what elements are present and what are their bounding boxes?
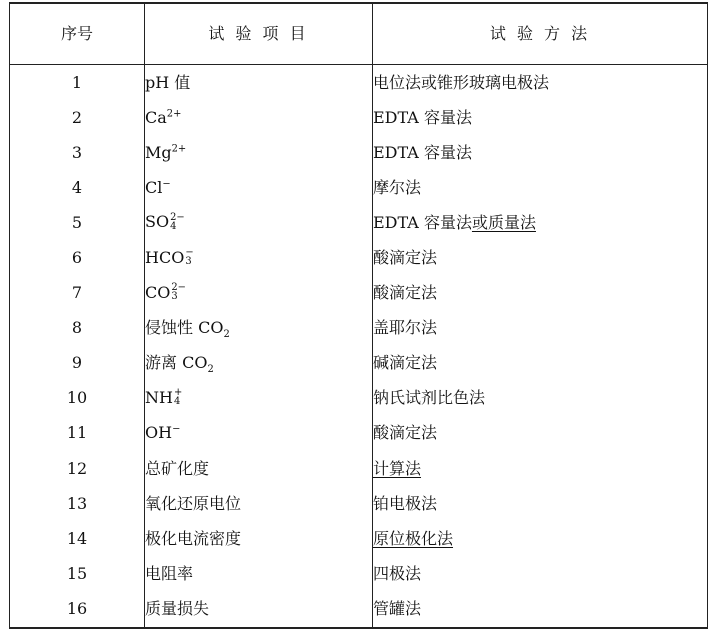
table-row xyxy=(10,346,708,381)
test-method xyxy=(373,205,708,240)
table-row xyxy=(10,205,708,240)
test-method-text: 管罐法 xyxy=(373,598,422,618)
table-row xyxy=(10,170,708,205)
test-method-text: 铂电极法 xyxy=(373,493,438,513)
formula-base: NH xyxy=(145,387,173,407)
table-row xyxy=(10,521,708,556)
table-row xyxy=(10,486,708,521)
charge-stack xyxy=(170,214,185,232)
test-item xyxy=(145,276,373,311)
chemical-formula xyxy=(145,423,180,442)
formula-base: Ca xyxy=(145,107,167,127)
test-method-text: EDTA 容量法 xyxy=(373,107,472,127)
row-number: 4 xyxy=(10,170,145,205)
test-method xyxy=(373,135,708,170)
formula-base: Mg xyxy=(145,142,172,162)
table-row xyxy=(10,100,708,135)
formula-charge: 2− xyxy=(171,282,186,294)
row-number: 16 xyxy=(10,591,145,627)
row-number: 11 xyxy=(10,416,145,451)
table-row xyxy=(10,591,708,627)
test-item-text: 总矿化度 xyxy=(145,458,210,478)
test-item-text: 电阻率 xyxy=(145,563,194,583)
formula-subscript: 3 xyxy=(171,291,178,303)
test-method xyxy=(373,65,708,101)
test-item xyxy=(145,591,373,627)
test-method-text: 钠氏试剂比色法 xyxy=(373,388,486,408)
chemical-formula xyxy=(145,178,171,197)
table-row xyxy=(10,311,708,346)
formula-subscript: 3 xyxy=(185,256,192,268)
test-item-text: pH 值 xyxy=(145,72,191,92)
test-method xyxy=(373,591,708,627)
test-item xyxy=(145,100,373,135)
test-method-text: 摩尔法 xyxy=(373,177,422,197)
formula-base: HCO xyxy=(145,247,185,267)
formula-charge: + xyxy=(173,387,183,399)
test-method-text: EDTA 容量法 xyxy=(373,142,472,162)
test-method-underlined: 原位极化法 xyxy=(373,528,454,548)
formula-charge: 2− xyxy=(170,212,185,223)
test-method-text: 酸滴定法 xyxy=(373,423,438,443)
formula-charge: 2+ xyxy=(171,143,187,155)
table-row xyxy=(10,65,708,101)
test-method xyxy=(373,346,708,381)
table-row xyxy=(10,135,708,170)
table-row xyxy=(10,276,708,311)
test-item xyxy=(145,486,373,521)
test-method xyxy=(373,276,708,311)
chemical-formula xyxy=(145,212,185,231)
chemical-formula xyxy=(145,283,186,302)
test-method xyxy=(373,451,708,486)
test-item xyxy=(145,170,373,205)
table-row xyxy=(10,416,708,451)
row-number: 10 xyxy=(10,381,145,416)
formula-base: OH xyxy=(145,423,173,443)
test-method xyxy=(373,381,708,416)
chemical-formula xyxy=(145,318,230,341)
formula-base: 游离 CO xyxy=(145,353,208,373)
test-method xyxy=(373,311,708,346)
row-number: 12 xyxy=(10,451,145,486)
table-body xyxy=(10,65,708,628)
formula-charge: − xyxy=(185,247,194,259)
test-item-text: 质量损失 xyxy=(145,598,210,618)
test-item-text: 氧化还原电位 xyxy=(145,493,242,513)
row-number: 8 xyxy=(10,311,145,346)
chemical-formula xyxy=(145,353,214,376)
row-number: 3 xyxy=(10,135,145,170)
charge-stack xyxy=(174,389,182,407)
test-method xyxy=(373,240,708,275)
chemical-formula xyxy=(145,108,181,127)
formula-charge: 2+ xyxy=(166,108,182,120)
test-method xyxy=(373,100,708,135)
test-methods-table xyxy=(9,2,708,629)
test-method-underlined: 计算法 xyxy=(373,458,422,478)
formula-base: CO xyxy=(145,282,171,302)
test-item xyxy=(145,556,373,591)
chemical-formula xyxy=(145,388,182,407)
row-number: 13 xyxy=(10,486,145,521)
test-item xyxy=(145,135,373,170)
row-number: 2 xyxy=(10,100,145,135)
chemical-formula xyxy=(145,248,194,267)
row-number: 15 xyxy=(10,556,145,591)
charge-stack xyxy=(185,249,193,267)
table-row xyxy=(10,240,708,275)
row-number: 6 xyxy=(10,240,145,275)
test-item xyxy=(145,451,373,486)
header-item: 试 验 项 目 xyxy=(145,3,373,65)
test-method-text: 四极法 xyxy=(373,563,422,583)
header-method: 试 验 方 法 xyxy=(373,3,708,65)
test-item xyxy=(145,240,373,275)
test-method xyxy=(373,170,708,205)
table-row xyxy=(10,381,708,416)
row-number: 1 xyxy=(10,65,145,101)
test-item xyxy=(145,416,373,451)
test-item-text: 极化电流密度 xyxy=(145,528,242,548)
formula-base: 侵蚀性 CO xyxy=(145,318,224,338)
test-item xyxy=(145,311,373,346)
formula-subscript: 4 xyxy=(170,220,177,232)
test-item xyxy=(145,381,373,416)
formula-subscript: 2 xyxy=(223,329,230,341)
row-number: 9 xyxy=(10,346,145,381)
test-item xyxy=(145,521,373,556)
test-item xyxy=(145,346,373,381)
test-method-text: 碱滴定法 xyxy=(373,353,438,373)
table-row xyxy=(10,556,708,591)
formula-subscript: 2 xyxy=(207,364,214,376)
formula-charge: − xyxy=(172,424,181,436)
test-item xyxy=(145,205,373,240)
table-row xyxy=(10,451,708,486)
test-method-text: 酸滴定法 xyxy=(373,248,438,268)
test-method-text: EDTA 容量法 xyxy=(373,212,472,232)
test-method-text: 酸滴定法 xyxy=(373,283,438,303)
test-method xyxy=(373,556,708,591)
table-header-row xyxy=(10,3,708,65)
row-number: 5 xyxy=(10,205,145,240)
header-no: 序号 xyxy=(10,3,145,65)
formula-base: SO xyxy=(145,212,170,232)
test-method xyxy=(373,521,708,556)
formula-charge: − xyxy=(162,178,171,190)
test-item xyxy=(145,65,373,101)
row-number: 14 xyxy=(10,521,145,556)
test-method xyxy=(373,416,708,451)
formula-base: Cl xyxy=(145,177,163,197)
test-method-text: 电位法或锥形玻璃电极法 xyxy=(373,72,550,92)
row-number: 7 xyxy=(10,276,145,311)
test-method-text: 盖耶尔法 xyxy=(373,318,438,338)
test-method-underlined: 或质量法 xyxy=(471,212,536,232)
charge-stack xyxy=(171,284,186,302)
formula-subscript: 4 xyxy=(173,396,181,408)
chemical-formula xyxy=(145,143,186,162)
test-method xyxy=(373,486,708,521)
